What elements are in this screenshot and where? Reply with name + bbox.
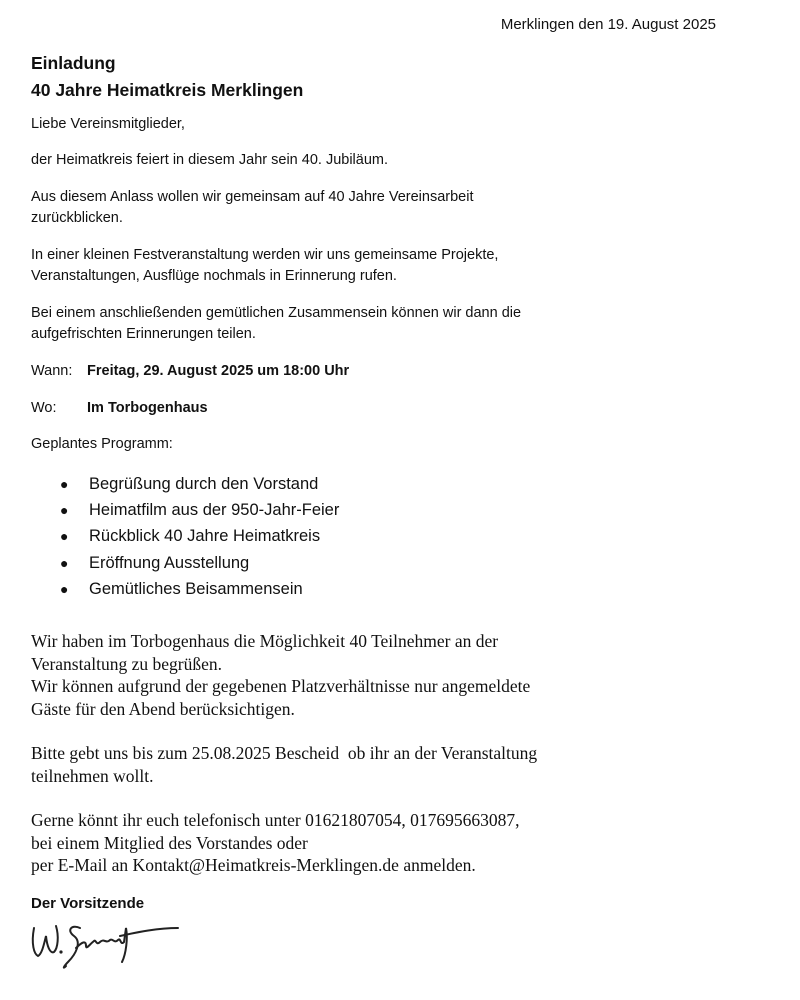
where-value: Im Torbogenhaus bbox=[87, 400, 208, 416]
list-item bbox=[31, 576, 731, 602]
bullet-icon: ● bbox=[60, 580, 69, 597]
bullet-icon: ● bbox=[60, 476, 69, 492]
program-item-text: Gemütliches Beisammensein bbox=[89, 579, 303, 598]
program-item-text: Rückblick 40 Jahre Heimatkreis bbox=[89, 527, 321, 546]
letter-body bbox=[31, 50, 731, 912]
list-item bbox=[31, 523, 731, 549]
signoff: Der Vorsitzende bbox=[31, 894, 145, 912]
where-label: Wo: bbox=[31, 400, 57, 416]
contact-line: per E-Mail an Kontakt@Heimatkreis-Merklingen.de anmelden. bbox=[31, 855, 476, 876]
contact-line: Gerne könnt ihr euch telefonisch unter 01621807054, 017695663087, bbox=[31, 810, 520, 831]
reply-line: Bitte gebt uns bis zum 25.08.2025 Bescheid ob ihr an der Veranstaltung bbox=[31, 743, 538, 764]
list-item bbox=[31, 550, 731, 576]
where-row bbox=[31, 398, 731, 419]
program-list bbox=[31, 471, 731, 602]
contact-line: bei einem Mitglied des Vorstandes oder bbox=[31, 832, 308, 853]
paragraph-jubilee: der Heimatkreis feiert in diesem Jahr sein 40. Jubiläum. bbox=[31, 152, 389, 168]
capacity-line: Gäste für den Abend berücksichtigen. bbox=[31, 698, 295, 719]
title-anniversary: 40 Jahre Heimatkreis Merklingen bbox=[31, 80, 304, 100]
when-row bbox=[31, 361, 731, 382]
when-label: Wann: bbox=[31, 363, 73, 379]
date-line: Merklingen den 19. August 2025 bbox=[500, 16, 716, 33]
contact-paragraph bbox=[31, 809, 731, 877]
when-value: Freitag, 29. August 2025 um 18:00 Uhr bbox=[87, 363, 350, 379]
signature-icon bbox=[28, 914, 188, 974]
bullet-icon: ● bbox=[60, 528, 69, 545]
program-item-text: Heimatfilm aus der 950-Jahr-Feier bbox=[89, 501, 340, 520]
bullet-icon: ● bbox=[60, 554, 69, 571]
list-item bbox=[31, 471, 731, 497]
capacity-paragraph bbox=[31, 630, 731, 720]
capacity-line: Wir haben im Torbogenhaus die Möglichkeit 40 Teilnehmer an der bbox=[31, 631, 499, 652]
list-item bbox=[31, 497, 731, 523]
paragraph-gathering: Bei einem anschließenden gemütlichen Zusammensein können wir dann die aufgefrischten Erinnerungen teilen. bbox=[31, 305, 522, 342]
paragraph-festival: In einer kleinen Festveranstaltung werden wir uns gemeinsame Projekte, Veranstaltungen, Ausflüge nochmals in Erinnerung rufen. bbox=[31, 247, 499, 284]
capacity-line: Wir können aufgrund der gegebenen Platzverhältnisse nur angemeldete bbox=[31, 676, 531, 697]
reply-line: teilnehmen wollt. bbox=[31, 765, 154, 786]
program-item-text: Eröffnung Ausstellung bbox=[89, 553, 250, 572]
paragraph-look-back: Aus diesem Anlass wollen wir gemeinsam auf 40 Jahre Vereinsarbeit zurückblicken. bbox=[31, 189, 474, 226]
reply-paragraph bbox=[31, 742, 731, 787]
program-item-text: Begrüßung durch den Vorstand bbox=[89, 475, 319, 493]
program-label: Geplantes Programm: bbox=[31, 436, 173, 452]
greeting: Liebe Vereinsmitglieder, bbox=[31, 116, 185, 132]
title-einladung: Einladung bbox=[31, 53, 116, 73]
bullet-icon: ● bbox=[60, 502, 69, 519]
capacity-line: Veranstaltung zu begrüßen. bbox=[31, 653, 222, 674]
